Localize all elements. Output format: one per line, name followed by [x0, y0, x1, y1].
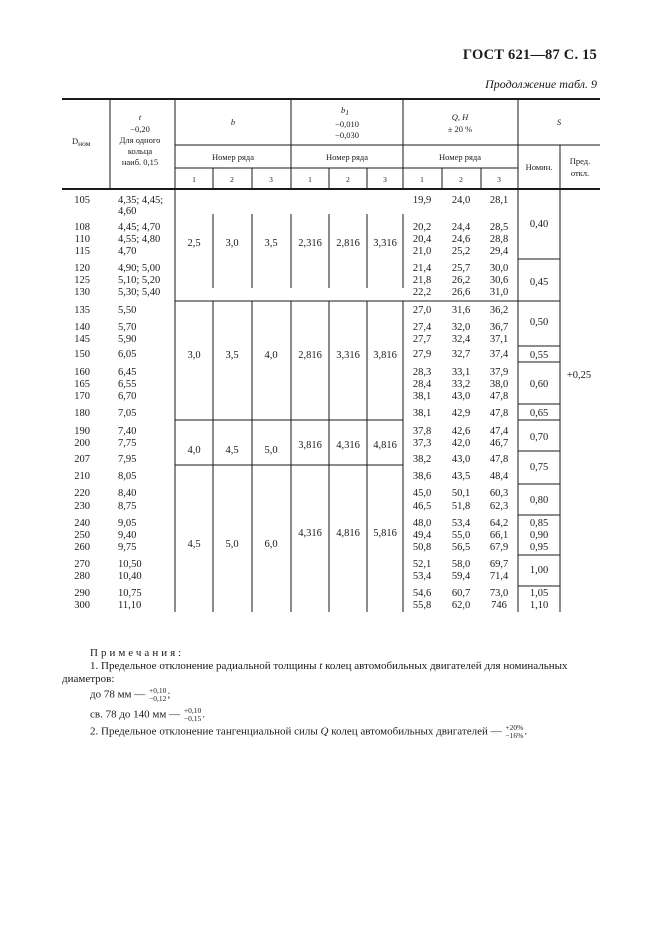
cell-b1-3: 4,816: [373, 440, 397, 451]
cell-d-nom: 105: [74, 195, 90, 206]
cell-q3: 47,8: [489, 454, 509, 465]
cell-b-3: 6,0: [264, 539, 278, 550]
cell-s-nom: 0,55: [529, 350, 549, 361]
cell-q2: 58,0: [451, 559, 471, 570]
cell-q3: 29,4: [489, 246, 509, 257]
note-1-line-2: св. 78 до 140 мм — +0,10 −0,15 .: [90, 706, 205, 723]
cell-q3: 30,6: [489, 275, 509, 286]
cell-t: 4,90; 5,00: [118, 263, 161, 274]
cell-q3: 37,9: [489, 367, 509, 378]
cell-t: 6,55: [118, 379, 137, 390]
cell-t: 9,05: [118, 518, 137, 529]
cell-b1-2: 2,816: [336, 238, 360, 249]
q-tolerance: ± 20 %: [447, 124, 473, 134]
cell-b1-1: 4,316: [298, 528, 322, 539]
cell-q3: 46,7: [489, 438, 509, 449]
row-number-b1: Номер ряда: [325, 152, 369, 162]
cell-q1: 52,1: [412, 559, 432, 570]
cell-d-nom: 207: [74, 454, 90, 465]
cell-b-2: 3,5: [225, 350, 239, 361]
cell-t: 4,70: [118, 246, 137, 257]
q-header: Q, Н: [451, 112, 469, 122]
cell-d-nom: 130: [74, 287, 90, 298]
b1-tol-lower: −0,030: [335, 130, 359, 140]
cell-q1: 54,6: [412, 588, 432, 599]
cell-t: 5,70: [118, 322, 137, 333]
table-continuation-caption: Продолжение табл. 9: [485, 77, 597, 91]
cell-d-nom: 290: [74, 588, 90, 599]
cell-q2: 32,0: [451, 322, 471, 333]
cell-q2: 26,6: [451, 287, 471, 298]
cell-t: 10,75: [118, 588, 142, 599]
cell-q1: 20,4: [412, 234, 432, 245]
nomin-header: Номин.: [525, 162, 553, 172]
cell-t: 10,40: [118, 571, 142, 582]
cell-s-nom: 0,60: [529, 379, 549, 390]
cell-q1: 55,8: [412, 600, 432, 611]
cell-t: 9,40: [118, 530, 137, 541]
cell-q2: 43,5: [451, 471, 471, 482]
cell-q1: 27,7: [412, 334, 432, 345]
cell-q3: 746: [491, 600, 507, 611]
cell-q2: 25,2: [451, 246, 471, 257]
cell-q1: 46,5: [412, 501, 432, 512]
cell-t: 6,70: [118, 391, 137, 402]
cell-t: 6,05: [118, 349, 137, 360]
note-2: 2. Предельное отклонение тангенциальной силы Q колец автомобильных двигателей — +20% −16% .: [90, 723, 528, 740]
cell-d-nom: 240: [74, 518, 90, 529]
cell-b1-2: 4,316: [336, 440, 360, 451]
cell-b-1: 2,5: [187, 238, 201, 249]
s-header: S: [556, 117, 562, 127]
cell-t: 8,75: [118, 501, 137, 512]
cell-q2: 24,4: [451, 222, 471, 233]
b-row-3: 3: [269, 175, 273, 184]
cell-t: 6,45: [118, 367, 137, 378]
cell-q3: 60,3: [489, 488, 509, 499]
cell-t: 4,55; 4,80: [118, 234, 161, 245]
cell-q1: 49,4: [412, 530, 432, 541]
cell-d-nom: 165: [74, 379, 90, 390]
cell-q1: 27,9: [412, 349, 432, 360]
cell-q3: 38,0: [489, 379, 509, 390]
cell-d-nom: 108: [74, 222, 90, 233]
cell-q2: 62,0: [451, 600, 471, 611]
pred-header-2: откл.: [570, 168, 590, 178]
cell-s-nom: 0,45: [529, 277, 549, 288]
cell-q2: 59,4: [451, 571, 471, 582]
cell-q1: 19,9: [412, 195, 432, 206]
cell-q3: 28,1: [489, 195, 509, 206]
note-1-continuation: диаметров:: [62, 673, 115, 685]
b1-tol-upper: −0,010: [335, 119, 359, 129]
cell-d-nom: 115: [74, 246, 90, 257]
cell-d-nom: 190: [74, 426, 90, 437]
t-header: t: [138, 112, 142, 122]
cell-q3: 47,8: [489, 408, 509, 419]
cell-d-nom: 145: [74, 334, 90, 345]
cell-q1: 21,4: [412, 263, 432, 274]
cell-q1: 38,2: [412, 454, 432, 465]
cell-t: 9,75: [118, 542, 137, 553]
cell-b1-1: 2,316: [298, 238, 322, 249]
cell-q1: 20,2: [412, 222, 432, 233]
cell-q2: 32,4: [451, 334, 471, 345]
cell-s-nom: 0,85: [529, 518, 549, 529]
cell-q3: 67,9: [489, 542, 509, 553]
cell-b-2: 4,5: [225, 445, 239, 456]
cell-q2: 55,0: [451, 530, 471, 541]
cell-d-nom: 180: [74, 408, 90, 419]
t-tolerance: −0,20: [130, 124, 150, 134]
pred-header-1: Пред.: [569, 156, 591, 166]
cell-d-nom: 150: [74, 349, 90, 360]
cell-q3: 48,4: [489, 471, 509, 482]
s-pred-value: +0,25: [566, 370, 592, 381]
cell-q1: 37,3: [412, 438, 432, 449]
cell-s-nom: 1,05: [529, 588, 549, 599]
b1-header: b1: [341, 105, 349, 117]
b-row-2: 2: [230, 175, 234, 184]
cell-d-nom: 220: [74, 488, 90, 499]
t-note-1: Для одного: [119, 135, 161, 145]
cell-q2: 60,7: [451, 588, 471, 599]
cell-q3: 62,3: [489, 501, 509, 512]
cell-t: 7,75: [118, 438, 137, 449]
table-group-cells: [187, 238, 396, 550]
cell-d-nom: 280: [74, 571, 90, 582]
cell-d-nom: 125: [74, 275, 90, 286]
cell-q3: 69,7: [489, 559, 509, 570]
cell-d-nom: 300: [74, 600, 90, 611]
cell-q3: 71,4: [489, 571, 509, 582]
cell-q1: 27,4: [412, 322, 432, 333]
cell-q3: 28,5: [489, 222, 509, 233]
cell-s-nom: 0,75: [529, 462, 549, 473]
cell-q3: 64,2: [489, 518, 509, 529]
cell-d-nom: 250: [74, 530, 90, 541]
cell-d-nom: 230: [74, 501, 90, 512]
cell-d-nom: 135: [74, 305, 90, 316]
cell-s-nom: 0,80: [529, 495, 549, 506]
row-number-q: Номер ряда: [438, 152, 482, 162]
cell-q2: 43,0: [451, 391, 471, 402]
cell-s-nom: 1,10: [529, 600, 549, 611]
cell-b-1: 4,5: [187, 539, 201, 550]
cell-q2: 42,6: [451, 426, 471, 437]
cell-t: 5,10; 5,20: [118, 275, 161, 286]
t-note-3: наиб. 0,15: [121, 157, 159, 167]
cell-s-nom: 0,50: [529, 317, 549, 328]
table-body: [74, 195, 509, 611]
cell-q2: 56,5: [451, 542, 471, 553]
cell-b-2: 3,0: [225, 238, 239, 249]
cell-b1-2: 4,816: [336, 528, 360, 539]
cell-q3: 73,0: [489, 588, 509, 599]
cell-q3: 31,0: [489, 287, 509, 298]
cell-b-3: 5,0: [264, 445, 278, 456]
note-1: 1. Предельное отклонение радиальной толщины t колец автомобильных двигателей для номинальных: [90, 660, 568, 672]
t-note-2: кольца: [127, 146, 153, 156]
cell-q2: 33,1: [451, 367, 471, 378]
cell-b-3: 4,0: [264, 350, 278, 361]
q-row-3: 3: [497, 175, 501, 184]
cell-q2: 43,0: [451, 454, 471, 465]
cell-t: 5,90: [118, 334, 137, 345]
cell-b1-3: 3,316: [373, 238, 397, 249]
cell-q1: 22,2: [412, 287, 432, 298]
cell-q2: 51,8: [451, 501, 471, 512]
cell-t: 11,10: [118, 600, 142, 611]
cell-q1: 38,6: [412, 471, 432, 482]
cell-q3: 37,1: [489, 334, 509, 345]
cell-q2: 50,1: [451, 488, 471, 499]
cell-t: 5,50: [118, 305, 137, 316]
cell-d-nom: 160: [74, 367, 90, 378]
cell-s-nom: 1,00: [529, 565, 549, 576]
cell-t: 7,05: [118, 408, 137, 419]
cell-t: 8,40: [118, 488, 137, 499]
cell-b-2: 5,0: [225, 539, 239, 550]
d-nom-header: Dном: [72, 136, 91, 148]
cell-q2: 33,2: [451, 379, 471, 390]
cell-q1: 21,0: [412, 246, 432, 257]
cell-q1: 45,0: [412, 488, 432, 499]
cell-b1-3: 5,816: [373, 528, 397, 539]
cell-b1-1: 2,816: [298, 350, 322, 361]
cell-b1-2: 3,316: [336, 350, 360, 361]
cell-b-1: 3,0: [187, 350, 201, 361]
cell-q2: 25,7: [451, 263, 471, 274]
cell-t: 7,95: [118, 454, 137, 465]
b1-row-2: 2: [346, 175, 350, 184]
cell-s-nom: 0,95: [529, 542, 549, 553]
cell-t: 5,30; 5,40: [118, 287, 161, 298]
cell-q2: 24,6: [451, 234, 471, 245]
cell-q3: 66,1: [489, 530, 509, 541]
cell-q1: 21,8: [412, 275, 432, 286]
cell-s-nom: 0,65: [529, 408, 549, 419]
b1-row-1: 1: [308, 175, 312, 184]
cell-q3: 28,8: [489, 234, 509, 245]
cell-t: 4,60: [118, 206, 137, 217]
cell-q3: 47,8: [489, 391, 509, 402]
cell-q2: 53,4: [451, 518, 471, 529]
cell-q1: 38,1: [412, 408, 432, 419]
row-number-b: Номер ряда: [211, 152, 255, 162]
cell-s-nom: 0,40: [529, 219, 549, 230]
note-1-line-1: до 78 мм — +0,10 −0,12 ;: [90, 686, 171, 703]
cell-q1: 50,8: [412, 542, 432, 553]
notes-title: Примечания:: [90, 647, 185, 659]
cell-q2: 26,2: [451, 275, 471, 286]
cell-b1-1: 3,816: [298, 440, 322, 451]
cell-b-1: 4,0: [187, 445, 201, 456]
cell-q3: 47,4: [489, 426, 509, 437]
notes-section: [90, 647, 600, 673]
cell-d-nom: 200: [74, 438, 90, 449]
cell-b1-3: 3,816: [373, 350, 397, 361]
cell-d-nom: 210: [74, 471, 90, 482]
cell-d-nom: 140: [74, 322, 90, 333]
cell-q3: 30,0: [489, 263, 509, 274]
q-row-1: 1: [420, 175, 424, 184]
b1-row-3: 3: [383, 175, 387, 184]
cell-d-nom: 120: [74, 263, 90, 274]
cell-q1: 38,1: [412, 391, 432, 402]
cell-t: 7,40: [118, 426, 137, 437]
cell-q2: 31,6: [451, 305, 471, 316]
cell-q1: 48,0: [412, 518, 432, 529]
cell-q1: 28,3: [412, 367, 432, 378]
cell-d-nom: 270: [74, 559, 90, 570]
cell-q3: 37,4: [489, 349, 509, 360]
cell-q1: 37,8: [412, 426, 432, 437]
cell-d-nom: 170: [74, 391, 90, 402]
cell-s-nom: 0,90: [529, 530, 549, 541]
cell-t: 10,50: [118, 559, 142, 570]
cell-q2: 24,0: [451, 195, 471, 206]
cell-q1: 53,4: [412, 571, 432, 582]
q-row-2: 2: [459, 175, 463, 184]
cell-t: 4,35; 4,45;: [118, 195, 164, 206]
cell-q3: 36,7: [489, 322, 509, 333]
cell-t: 8,05: [118, 471, 137, 482]
cell-q2: 42,9: [451, 408, 471, 419]
cell-b-3: 3,5: [264, 238, 278, 249]
cell-q2: 32,7: [451, 349, 471, 360]
cell-q1: 27,0: [412, 305, 432, 316]
cell-q3: 36,2: [489, 305, 509, 316]
s-nominal-cells: [530, 219, 548, 611]
cell-d-nom: 110: [74, 234, 90, 245]
cell-q1: 28,4: [412, 379, 432, 390]
cell-s-nom: 0,70: [529, 432, 549, 443]
cell-d-nom: 260: [74, 542, 90, 553]
document-header: ГОСТ 621—87 С. 15: [462, 47, 597, 63]
b-header: b: [230, 117, 236, 127]
cell-q2: 42,0: [451, 438, 471, 449]
b-row-1: 1: [192, 175, 196, 184]
cell-t: 4,45; 4,70: [118, 222, 161, 233]
